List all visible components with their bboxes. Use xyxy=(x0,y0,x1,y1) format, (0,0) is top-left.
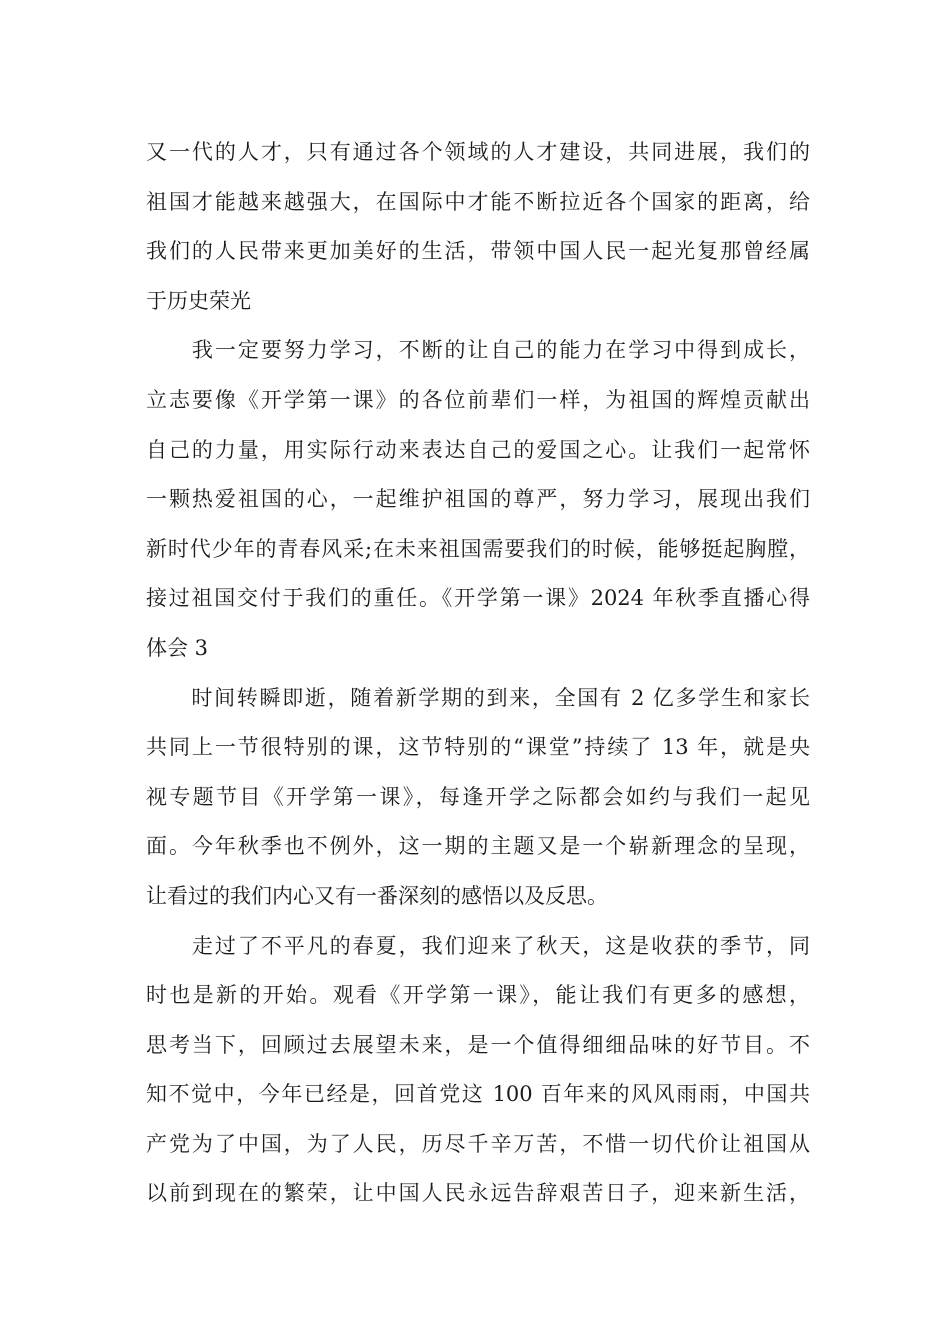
text-line: 于历史荣光 xyxy=(146,288,251,313)
paragraph-4 xyxy=(146,926,810,1224)
text-line: 视专题节目《开学第一课》，每逢开学之际都会如约与我们一起见 xyxy=(146,784,810,809)
text-line: 新时代少年的青春风采;在未来祖国需要我们的时候，能够挺起胸膛， xyxy=(146,536,810,561)
text-line: 又一代的人才，只有通过各个领域的人才建设，共同进展，我们的 xyxy=(146,140,810,164)
paragraph-2 xyxy=(146,330,810,677)
document-body xyxy=(146,132,810,1223)
paragraph-3 xyxy=(146,678,810,926)
text-line: 我一定要努力学习，不断的让自己的能力在学习中得到成长， xyxy=(146,338,810,363)
text-line: 以前到现在的繁荣，让中国人民永远告辞艰苦日子，迎来新生活， xyxy=(146,1181,810,1206)
text-line: 一颗热爱祖国的心，一起维护祖国的尊严，努力学习，展现出我们 xyxy=(146,487,810,512)
text-line: 让看过的我们内心又有一番深刻的感悟以及反思。 xyxy=(146,883,608,908)
text-line: 我们的人民带来更加美好的生活，带领中国人民一起光复那曾经属 xyxy=(146,239,810,264)
text-line: 共同上一节很特别的课，这节特别的“课堂”持续了 13 年，就是央 xyxy=(146,735,810,760)
text-line: 产党为了中国，为了人民，历尽千辛万苦，不惜一切代价让祖国从 xyxy=(146,1131,810,1156)
text-line: 思考当下，回顾过去展望未来，是一个值得细细品味的好节目。不 xyxy=(146,1032,810,1057)
text-line: 接过祖国交付于我们的重任。《开学第一课》2024 年秋季直播心得 xyxy=(146,586,810,611)
text-line: 立志要像《开学第一课》的各位前辈们一样，为祖国的辉煌贡献出 xyxy=(146,387,810,412)
text-line: 面。今年秋季也不例外，这一期的主题又是一个崭新理念的呈现， xyxy=(146,834,810,859)
text-line: 体会 3 xyxy=(146,635,209,660)
text-line: 走过了不平凡的春夏，我们迎来了秋天，这是收获的季节，同 xyxy=(146,933,810,958)
text-line: 时也是新的开始。观看《开学第一课》，能让我们有更多的感想， xyxy=(146,983,810,1008)
text-line: 自己的力量，用实际行动来表达自己的爱国之心。让我们一起常怀 xyxy=(146,437,810,462)
paragraph-1 xyxy=(146,132,810,330)
text-line: 时间转瞬即逝，随着新学期的到来，全国有 2 亿多学生和家长 xyxy=(146,685,810,710)
text-line: 知不觉中，今年已经是，回首党这 100 百年来的风风雨雨，中国共 xyxy=(146,1082,810,1107)
text-line: 祖国才能越来越强大，在国际中才能不断拉近各个国家的距离，给 xyxy=(146,189,810,214)
